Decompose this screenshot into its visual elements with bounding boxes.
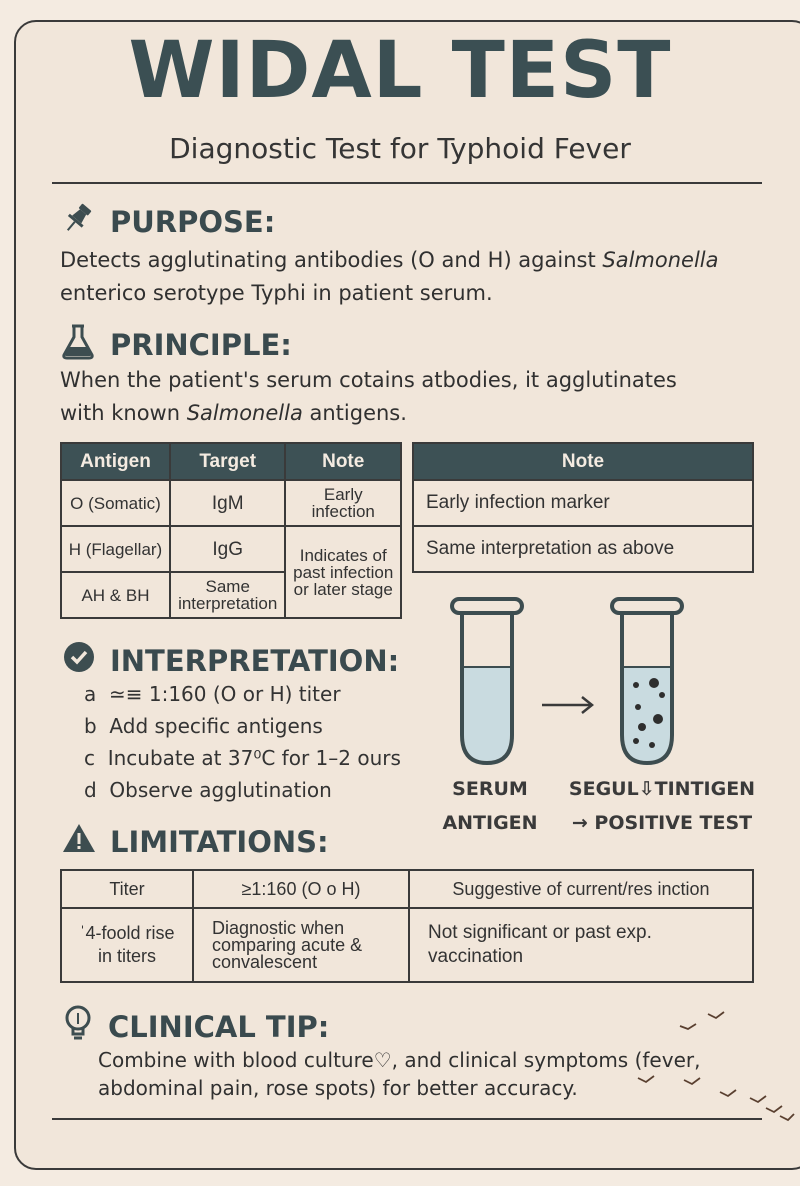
note-col-header: Note	[285, 443, 401, 480]
clinical-tip-heading-text: CLINICAL TIP:	[108, 1009, 330, 1044]
table-cell: Indicates of past infection or later stage	[285, 526, 401, 618]
note-header: Note	[413, 443, 753, 480]
limitations-table	[60, 869, 754, 983]
table-row	[61, 908, 753, 982]
principle-heading	[60, 322, 292, 367]
table-cell: IgG	[170, 526, 286, 572]
list-text: ≃≡ 1:160 (O or H) titer	[108, 682, 341, 706]
table-row	[61, 870, 753, 908]
table-row	[61, 526, 401, 572]
principle-text-1: When the patient's serum cotains atbodies, it agglutinates	[60, 368, 677, 392]
purpose-heading	[60, 200, 275, 243]
bottom-divider	[52, 1118, 762, 1120]
list-item	[84, 774, 424, 806]
positive-test-label: → POSITIVE TEST	[571, 812, 753, 834]
purpose-text-1: Detects agglutinating antibodies (O and H) against	[60, 248, 603, 272]
principle-italic: Salmonella	[186, 401, 303, 425]
list-letter: b	[84, 714, 97, 738]
arrow-icon	[542, 697, 592, 713]
list-item	[84, 678, 424, 710]
clinical-tip-heading	[62, 1004, 329, 1049]
table-row	[413, 480, 753, 526]
principle-text-2a: with known	[60, 401, 187, 425]
birds-decoration	[620, 1000, 798, 1130]
table-row	[61, 480, 401, 526]
table-cell: Early infection	[285, 480, 401, 526]
antigen-col-header: Antigen	[61, 443, 170, 480]
purpose-text	[60, 244, 780, 310]
list-letter: c	[84, 746, 95, 770]
list-text: Incubate at 37⁰C for 1–2 ours	[107, 746, 401, 770]
list-text: Observe agglutination	[109, 778, 332, 802]
table-cell: ≥1:160 (O o H)	[193, 870, 409, 908]
list-item	[84, 710, 424, 742]
segultintigen-label: SEGUL⇩TINTIGEN	[568, 778, 756, 800]
list-item	[84, 742, 424, 774]
pushpin-icon	[60, 200, 96, 243]
page-title: WIDAL TEST	[128, 26, 672, 116]
limitations-heading-text: LIMITATIONS:	[110, 824, 329, 859]
interpretation-heading	[62, 640, 399, 681]
test-tube-diagram	[440, 595, 740, 775]
table-cell: AH & BH	[61, 572, 170, 618]
table-cell: Not significant or past exp. vaccination	[409, 908, 753, 982]
table-cell: IgM	[170, 480, 286, 526]
principle-text	[60, 364, 780, 430]
serum-label: SERUM	[452, 778, 528, 800]
lightbulb-icon	[62, 1004, 94, 1049]
list-letter: d	[84, 778, 97, 802]
flask-icon	[60, 322, 96, 367]
table-cell: O (Somatic)	[61, 480, 170, 526]
table-cell: H (Flagellar)	[61, 526, 170, 572]
table-cell: Early infection marker	[413, 480, 753, 526]
purpose-text-2: enterico serotype Typhi in patient serum.	[60, 281, 493, 305]
table-cell: ˈ4-foold rise in titers	[61, 908, 193, 982]
purpose-heading-text: PURPOSE:	[110, 204, 276, 239]
antigen-label: ANTIGEN	[442, 812, 538, 834]
table-cell: Same interpretation	[170, 572, 286, 618]
list-letter: a	[84, 682, 97, 706]
note-table	[412, 442, 754, 573]
clinical-tip-text-1: Combine with blood culture♡, and clinical symptoms (fever,	[98, 1048, 701, 1072]
warning-icon	[62, 822, 96, 861]
page-subtitle: Diagnostic Test for Typhoid Fever	[169, 132, 631, 165]
purpose-italic: Salmonella	[602, 248, 719, 272]
divider	[52, 182, 762, 184]
table-row	[413, 526, 753, 572]
clinical-tip-text-2: abdominal pain, rose spots) for better accuracy.	[98, 1076, 578, 1100]
check-circle-icon	[62, 640, 96, 681]
principle-heading-text: PRINCIPLE:	[110, 327, 292, 362]
principle-text-2b: antigens.	[302, 401, 407, 425]
table-cell: Suggestive of current/res inction	[409, 870, 753, 908]
table-cell: Titer	[61, 870, 193, 908]
antigen-table	[60, 442, 402, 619]
table-cell: Same interpretation as above	[413, 526, 753, 572]
limitations-heading	[62, 822, 329, 861]
serum-tube-icon	[452, 599, 522, 763]
interpretation-heading-text: INTERPRETATION:	[110, 643, 400, 678]
positive-tube-icon	[612, 599, 682, 763]
interpretation-list	[84, 678, 424, 806]
target-col-header: Target	[170, 443, 286, 480]
table-cell: Diagnostic when comparing acute & convalescent	[193, 908, 409, 982]
list-text: Add specific antigens	[109, 714, 323, 738]
